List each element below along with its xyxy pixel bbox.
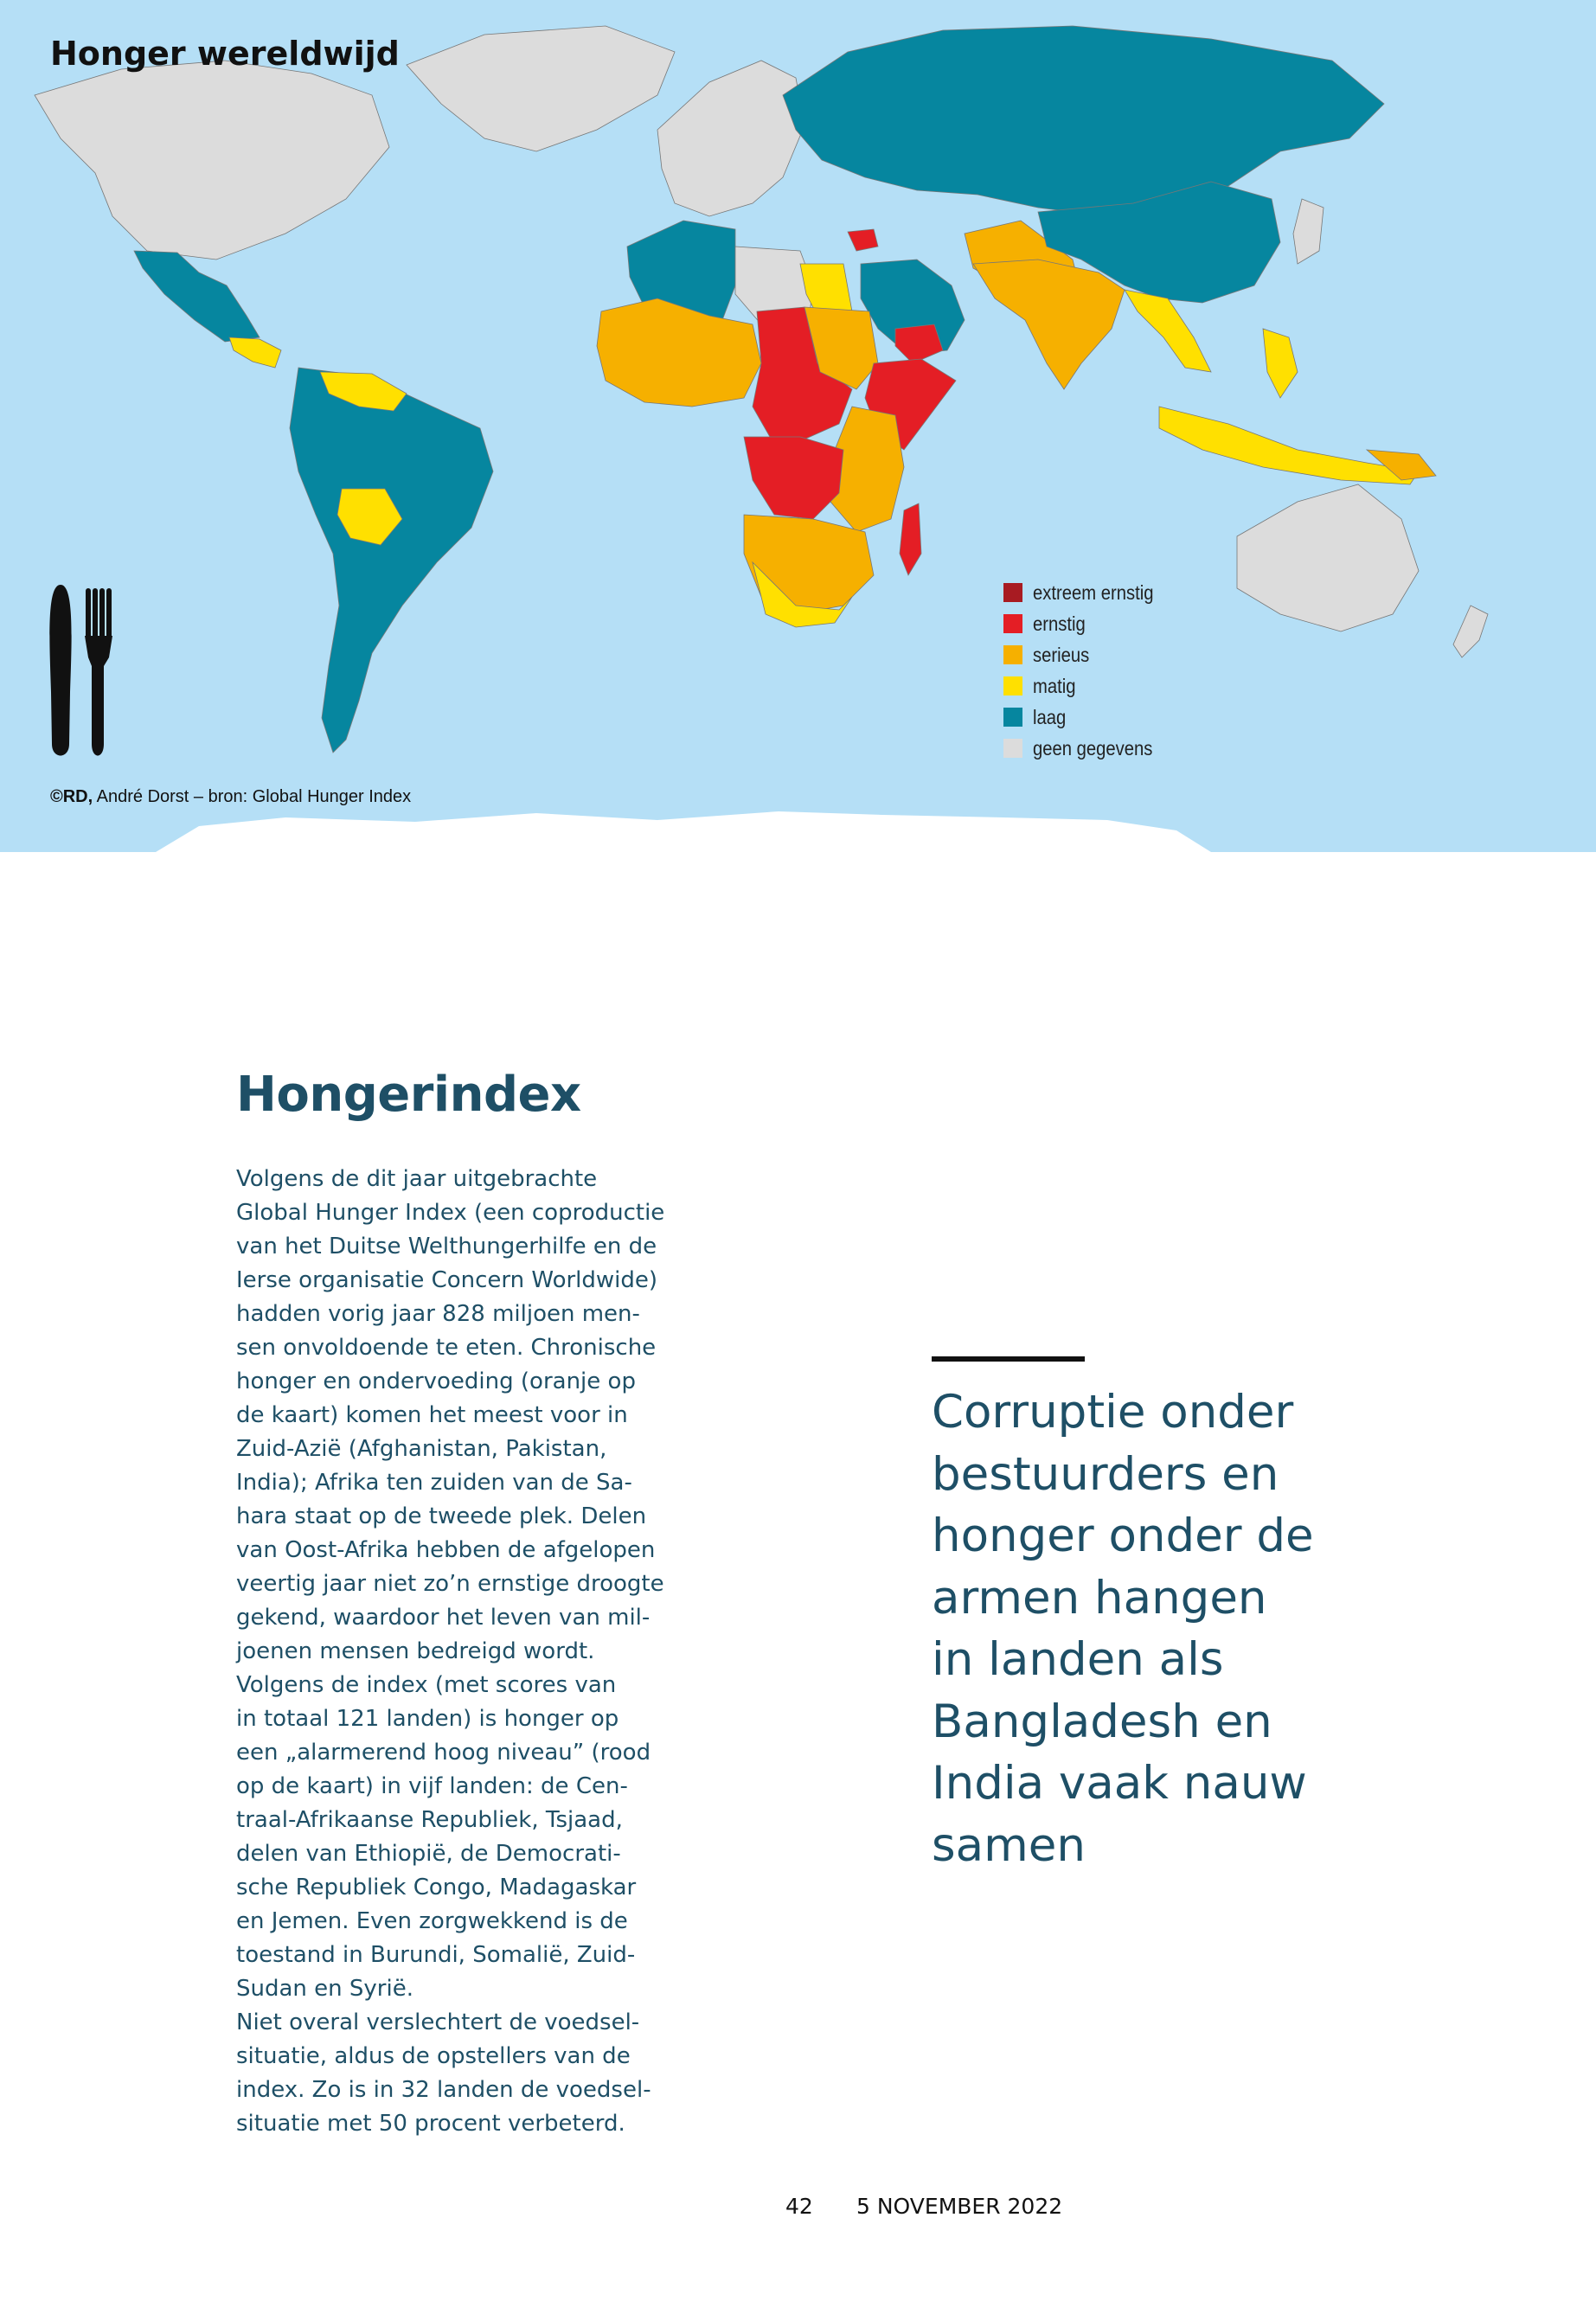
body-line: situatie, aldus de opstellers van de xyxy=(236,2043,631,2069)
landmass-north-america-nodata xyxy=(35,61,389,260)
pull-quote-line: samen xyxy=(932,1818,1086,1872)
cutlery-illustration xyxy=(49,585,112,756)
body-line: hara staat op de tweede plek. Delen xyxy=(236,1503,647,1529)
legend-item-ernstig xyxy=(1003,608,1170,639)
body-line: Volgens de index (met scores van xyxy=(236,1672,617,1698)
pull-quote-line: in landen als xyxy=(932,1633,1224,1686)
map-graphic xyxy=(0,0,1596,852)
legend-label: extreem ernstig xyxy=(1033,580,1154,604)
body-line: van Oost-Afrika hebben de afgelopen xyxy=(236,1537,656,1563)
legend-swatch xyxy=(1003,583,1022,602)
landmass-mexico xyxy=(134,251,260,342)
landmass-greenland xyxy=(407,26,675,151)
landmass-indonesia xyxy=(1159,407,1419,484)
map-credit xyxy=(50,787,411,807)
body-line: veertig jaar niet zo’n ernstige droogte xyxy=(236,1571,664,1597)
legend-item-laag xyxy=(1003,702,1170,733)
legend-item-extreem-ernstig xyxy=(1003,577,1170,608)
body-line: hadden vorig jaar 828 miljoen men- xyxy=(236,1301,640,1327)
body-line: honger en ondervoeding (oranje op xyxy=(236,1368,636,1394)
landmass-madagascar xyxy=(900,503,921,575)
pull-quote-line: Bangladesh en xyxy=(932,1695,1272,1748)
landmass-antarctica xyxy=(156,811,1211,852)
legend-label: laag xyxy=(1033,705,1067,728)
legend-item-serieus xyxy=(1003,639,1170,670)
landmass-russia xyxy=(783,26,1384,216)
fork-icon xyxy=(85,588,112,756)
pull-quote-line: honger onder de xyxy=(932,1509,1314,1562)
legend-item-matig xyxy=(1003,670,1170,702)
body-line: Ierse organisatie Concern Worldwide) xyxy=(236,1267,658,1293)
body-line: Global Hunger Index (een coproductie xyxy=(236,1200,665,1226)
landmass-central-america xyxy=(229,337,281,368)
body-line: een „alarmerend hoog niveau” (rood xyxy=(236,1740,651,1766)
landmass-europe-nodata xyxy=(657,61,804,216)
body-line: India); Afrika ten zuiden van de Sa- xyxy=(236,1470,632,1496)
legend-label: matig xyxy=(1033,674,1076,697)
landmass-india xyxy=(973,260,1125,389)
map-landmasses xyxy=(35,26,1488,852)
body-line: sche Republiek Congo, Madagaskar xyxy=(236,1875,637,1900)
legend-swatch xyxy=(1003,614,1022,633)
world-hunger-map xyxy=(0,0,1596,852)
body-line: toestand in Burundi, Somalië, Zuid- xyxy=(236,1942,636,1968)
legend-label: geen gegevens xyxy=(1033,736,1153,760)
body-line: delen van Ethiopië, de Democrati- xyxy=(236,1841,621,1867)
body-line: Volgens de dit jaar uitgebrachte xyxy=(236,1166,598,1192)
knife-icon xyxy=(49,585,71,756)
legend-swatch xyxy=(1003,739,1022,758)
body-line: de kaart) komen het meest voor in xyxy=(236,1402,628,1428)
body-line: op de kaart) in vijf landen: de Cen- xyxy=(236,1773,628,1799)
pull-quote-line: bestuurders en xyxy=(932,1447,1279,1501)
landmass-yemen xyxy=(895,324,943,363)
landmass-south-america xyxy=(290,368,493,753)
landmass-west-africa xyxy=(597,298,761,407)
article-body xyxy=(236,1163,686,2141)
body-line: in totaal 121 landen) is honger op xyxy=(236,1706,619,1732)
map-title: Honger wereldwijd xyxy=(50,35,400,73)
legend-swatch xyxy=(1003,645,1022,664)
pull-quote-line: Corruptie onder xyxy=(932,1386,1294,1439)
body-line: traal-Afrikaanse Republiek, Tsjaad, xyxy=(236,1807,623,1833)
pull-quote-line: armen hangen xyxy=(932,1571,1267,1625)
body-line: gekend, waardoor het leven van mil- xyxy=(236,1605,651,1631)
body-line: Zuid-Azië (Afghanistan, Pakistan, xyxy=(236,1436,607,1462)
credit-copyright: ©RD, xyxy=(50,787,93,806)
legend-item-geen-gegevens xyxy=(1003,733,1170,764)
page-number: 42 xyxy=(785,2194,813,2219)
legend-label: ernstig xyxy=(1033,612,1086,635)
body-line: Niet overal verslechtert de voedsel- xyxy=(236,2009,640,2035)
body-line: Sudan en Syrië. xyxy=(236,1976,413,2002)
body-line: en Jemen. Even zorgwekkend is de xyxy=(236,1908,628,1934)
body-line: sen onvoldoende te eten. Chronische xyxy=(236,1335,657,1361)
landmass-philippines xyxy=(1263,329,1298,398)
pull-quote-rule xyxy=(932,1356,1085,1362)
body-line: joenen mensen bedreigd wordt. xyxy=(236,1638,595,1664)
article-heading: Hongerindex xyxy=(236,1067,581,1123)
landmass-syria xyxy=(848,229,878,251)
pull-quote xyxy=(932,1381,1468,1876)
landmass-new-zealand xyxy=(1453,606,1488,657)
landmass-australia xyxy=(1237,484,1419,631)
legend-swatch xyxy=(1003,676,1022,695)
body-line: index. Zo is in 32 landen de voedsel- xyxy=(236,2077,651,2103)
pull-quote-line: India vaak nauw xyxy=(932,1757,1307,1810)
body-line: van het Duitse Welthungerhilfe en de xyxy=(236,1234,657,1259)
landmass-japan xyxy=(1293,199,1324,264)
map-legend xyxy=(1003,577,1170,764)
body-line: situatie met 50 procent verbeterd. xyxy=(236,2111,625,2137)
issue-date: 5 NOVEMBER 2022 xyxy=(856,2194,1063,2219)
landmass-drc xyxy=(744,437,843,519)
legend-label: serieus xyxy=(1033,643,1090,666)
credit-source: André Dorst – bron: Global Hunger Index xyxy=(93,787,412,806)
legend-swatch xyxy=(1003,708,1022,727)
